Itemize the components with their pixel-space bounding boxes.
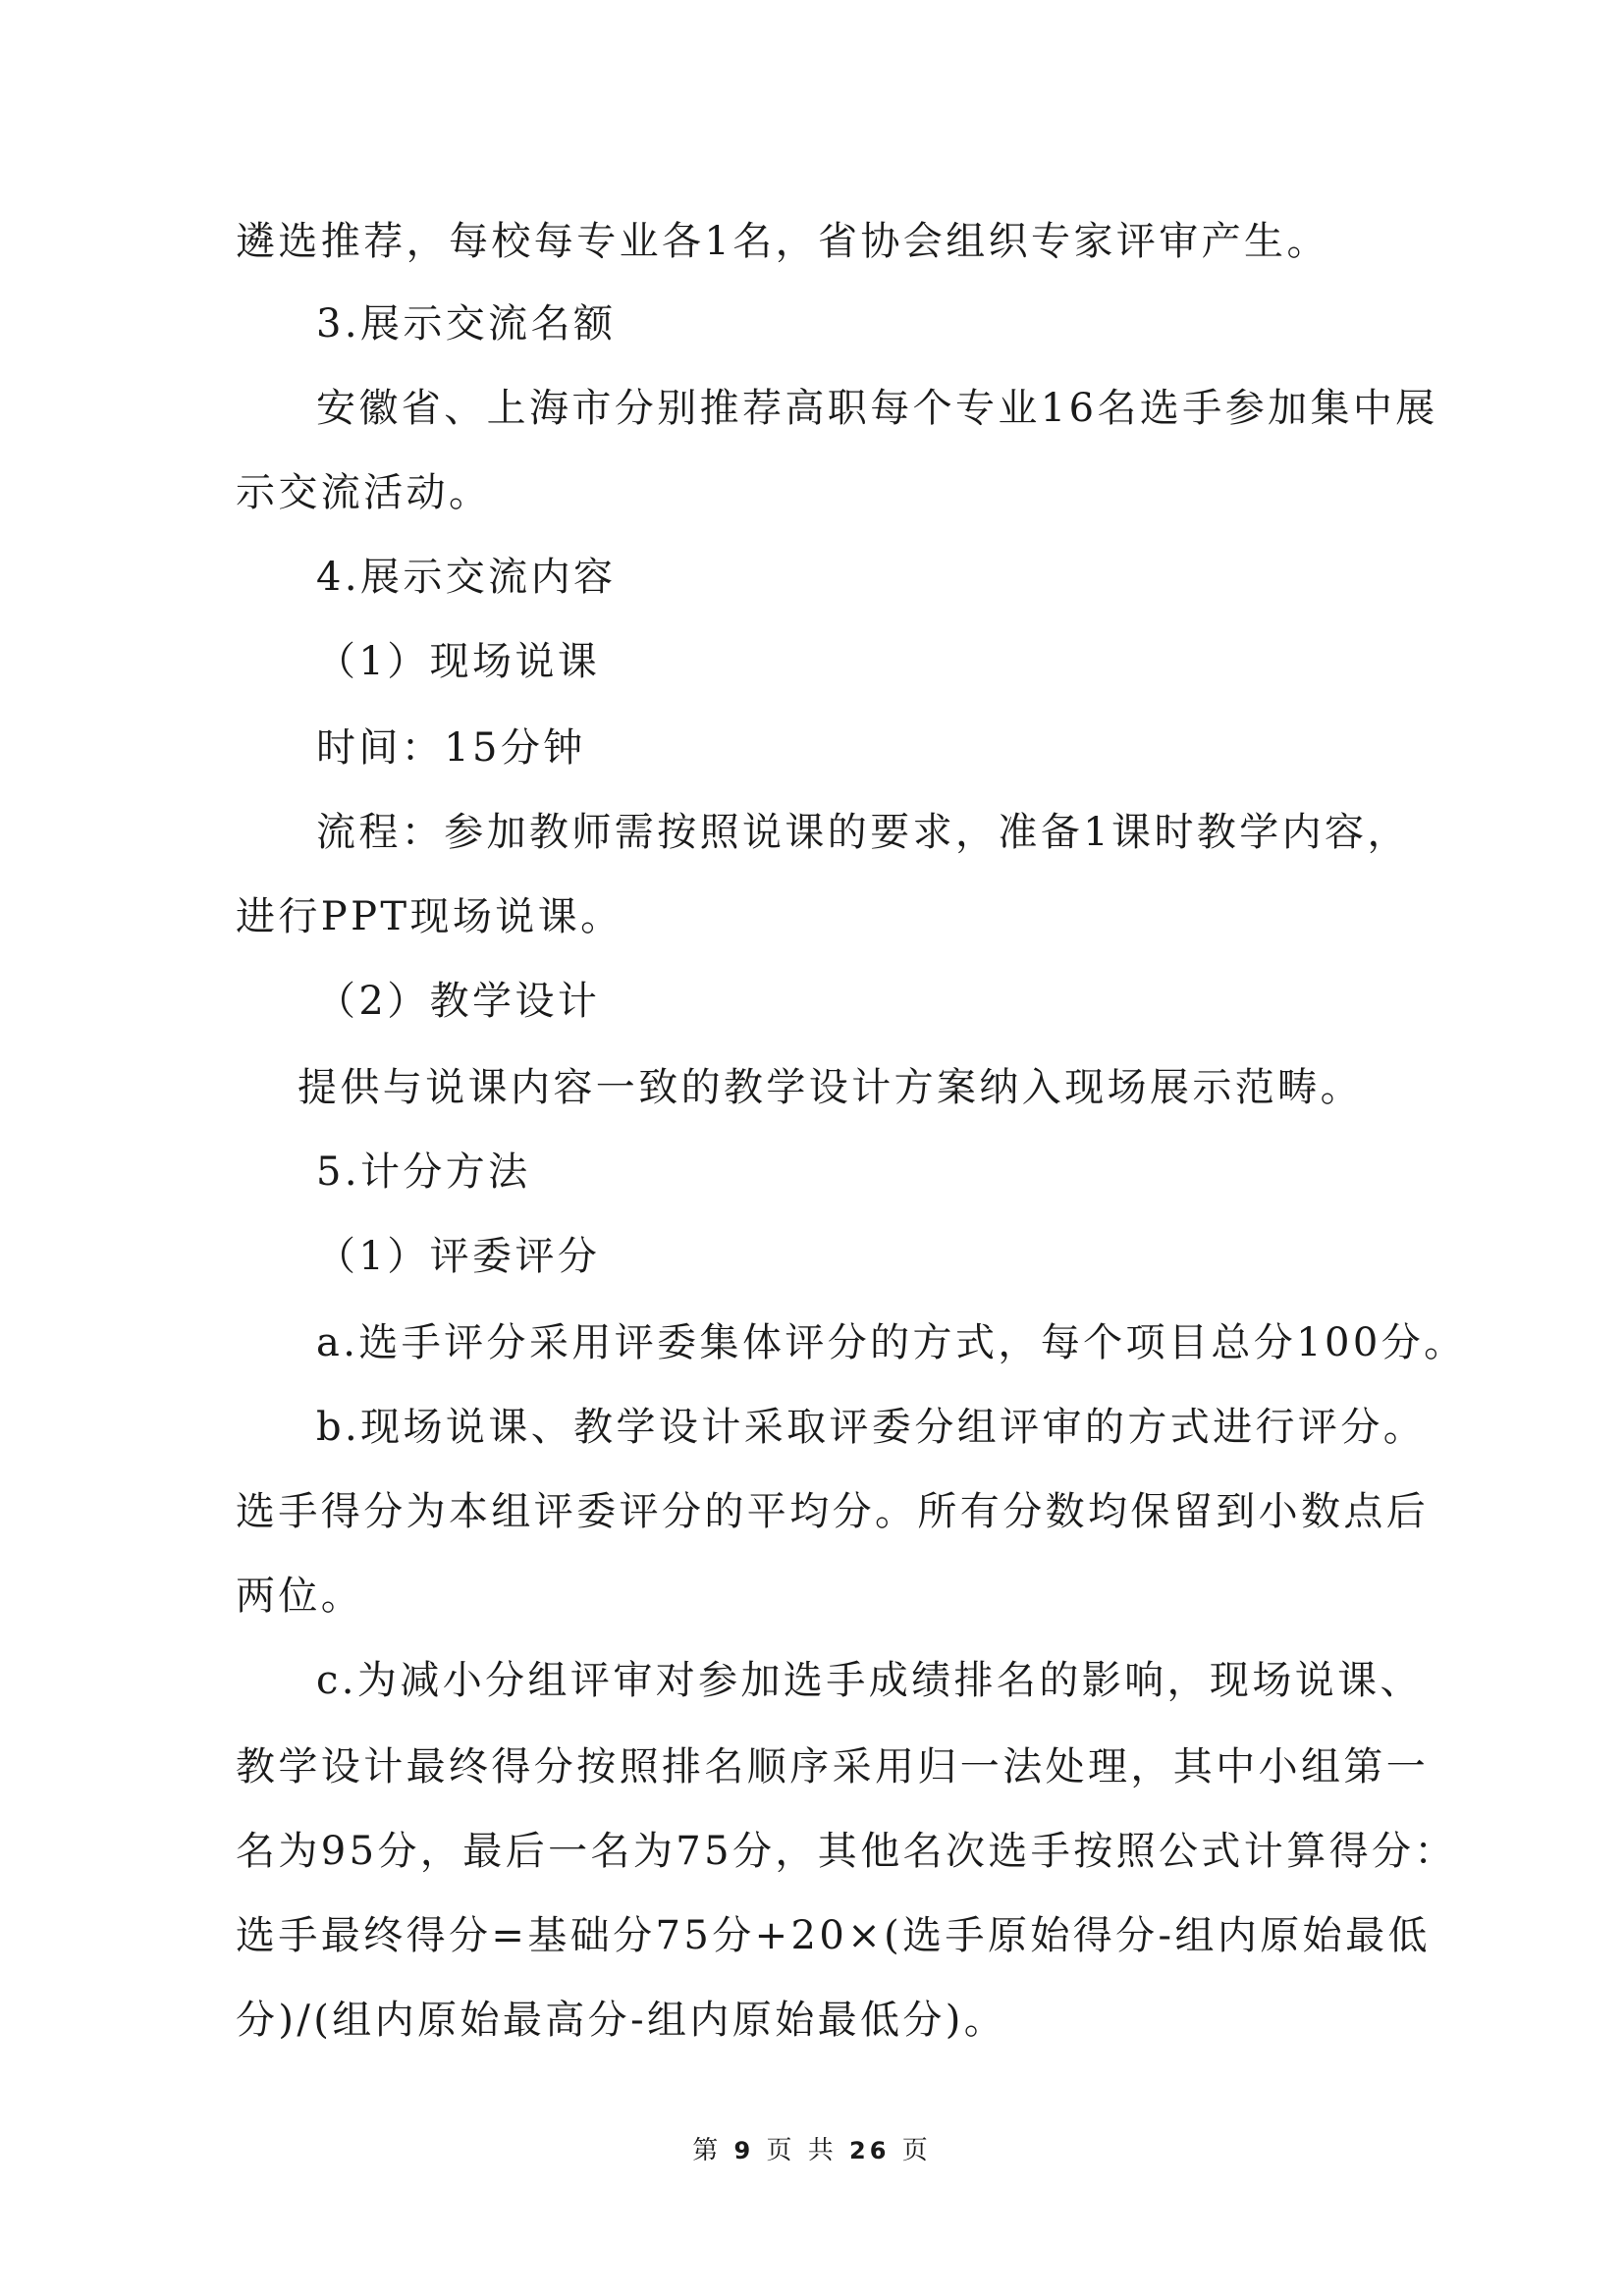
subsection-heading: （1）评委评分 — [316, 1234, 601, 1279]
paragraph-line: 分)/(组内原始最高分-组内原始最低分)。 — [236, 1998, 1007, 2043]
paragraph-line: b.现场说课、教学设计采取评委分组评审的方式进行评分。 — [316, 1405, 1427, 1450]
paragraph-line: 教学设计最终得分按照排名顺序采用归一法处理，其中小组第一 — [236, 1744, 1430, 1789]
paragraph-line: 示交流活动。 — [236, 470, 492, 515]
section-heading: 3.展示交流名额 — [316, 301, 617, 347]
page-footer — [0, 2134, 1624, 2167]
paragraph-line: 安徽省、上海市分别推荐高职每个专业16名选手参加集中展 — [316, 386, 1438, 431]
subsection-heading: （2）教学设计 — [316, 979, 601, 1024]
section-heading: 4.展示交流内容 — [316, 555, 617, 600]
total-pages: 26 — [849, 2137, 891, 2164]
paragraph-line: 名为95分，最后一名为75分，其他名次选手按照公式计算得分： — [236, 1829, 1457, 1874]
subsection-heading: （1）现场说课 — [316, 639, 601, 684]
paragraph-line: 遴选推荐，每校每专业各1名，省协会组织专家评审产生。 — [236, 219, 1329, 264]
section-heading: 5.计分方法 — [316, 1149, 531, 1195]
paragraph-line: 流程：参加教师需按照说课的要求，准备1课时教学内容， — [316, 810, 1410, 855]
paragraph-line: a.选手评分采用评委集体评分的方式，每个项目总分100分。 — [316, 1320, 1467, 1365]
footer-prefix: 第 — [692, 2136, 723, 2165]
paragraph-line: 提供与说课内容一致的教学设计方案纳入现场展示范畴。 — [298, 1065, 1363, 1110]
footer-middle: 页 共 — [766, 2136, 838, 2165]
paragraph-line: 时间：15分钟 — [316, 725, 586, 771]
paragraph-line: c.为减小分组评审对参加选手成绩排名的影响，现场说课、 — [316, 1658, 1423, 1703]
page-number: 9 — [733, 2137, 755, 2164]
paragraph-line: 两位。 — [236, 1574, 364, 1619]
paragraph-line: 进行PPT现场说课。 — [236, 894, 623, 939]
paragraph-line: 选手得分为本组评委评分的平均分。所有分数均保留到小数点后 — [236, 1489, 1430, 1534]
footer-suffix: 页 — [901, 2136, 932, 2165]
paragraph-line: 选手最终得分=基础分75分+20×(选手原始得分-组内原始最低 — [236, 1913, 1431, 1958]
